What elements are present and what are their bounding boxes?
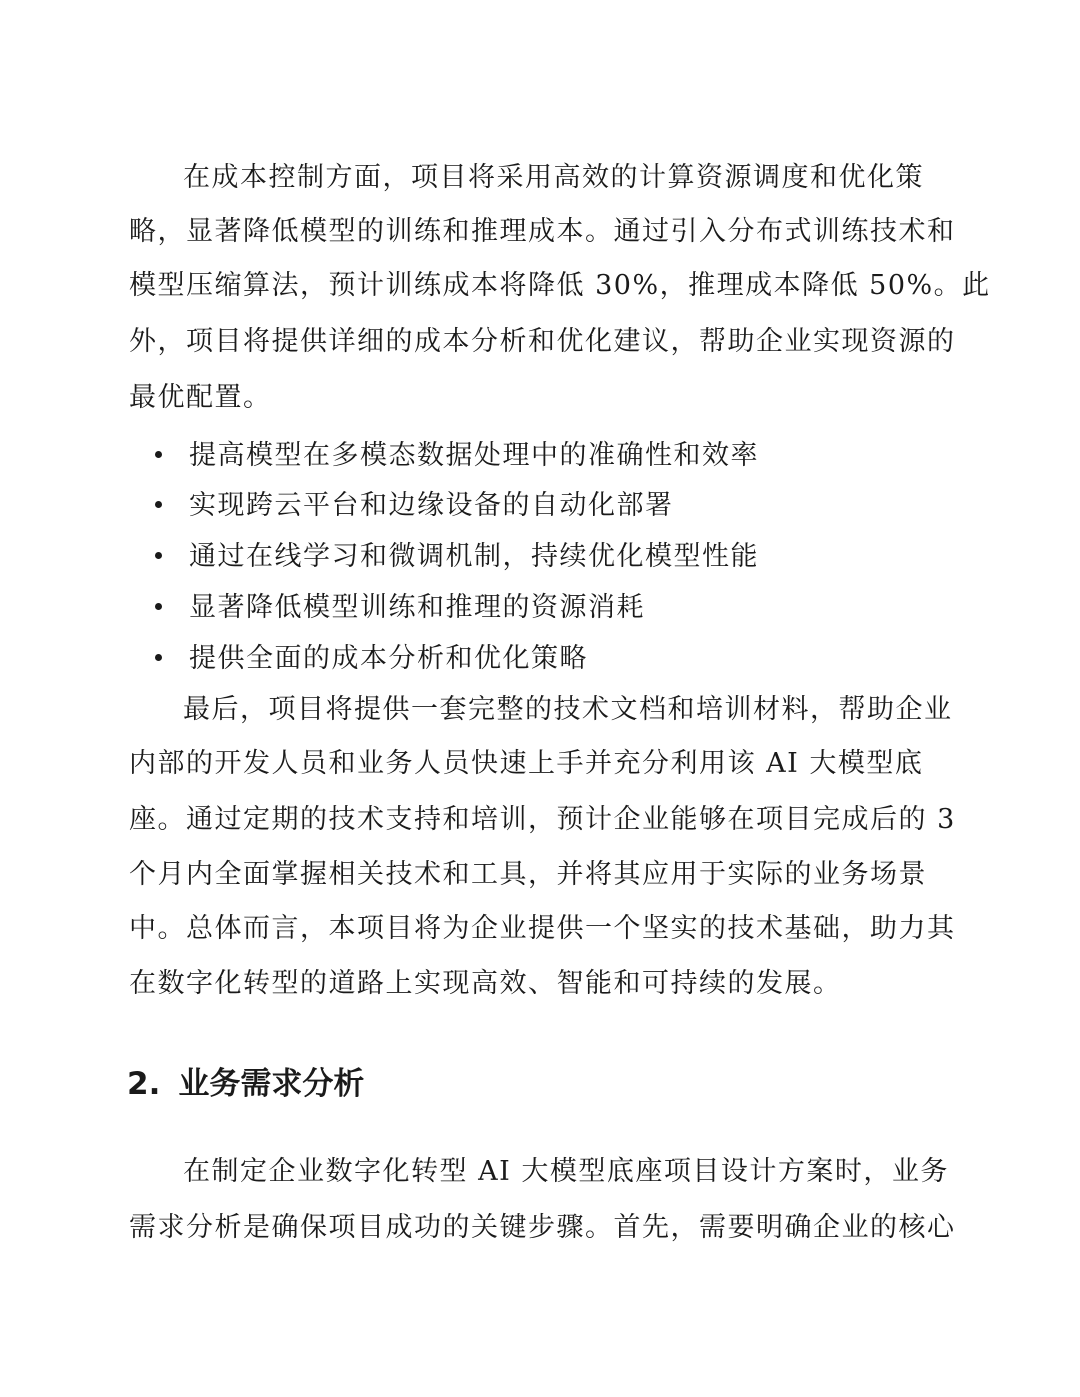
- list-item: [155, 439, 759, 473]
- bullet-icon: [155, 552, 162, 559]
- paragraph-line: 需求分析是确保项目成功的关键步骤。首先，需要明确企业的核心: [129, 1212, 956, 1243]
- bullet-icon: [155, 654, 162, 661]
- list-item-text: 提供全面的成本分析和优化策略: [189, 643, 588, 674]
- bullet-icon: [155, 501, 162, 508]
- paragraph-line: 在制定企业数字化转型 AI 大模型底座项目设计方案时，业务: [183, 1156, 949, 1187]
- list-item: [155, 489, 674, 523]
- paragraph-line: 最优配置。: [129, 382, 272, 413]
- paragraph-line: 略，显著降低模型的训练和推理成本。通过引入分布式训练技术和: [129, 216, 956, 247]
- paragraph-line: 模型压缩算法，预计训练成本将降低 30%，推理成本降低 50%。此: [129, 270, 991, 301]
- list-item-text: 提高模型在多模态数据处理中的准确性和效率: [189, 440, 759, 471]
- bullet-icon: [155, 603, 162, 610]
- paragraph-line: 在数字化转型的道路上实现高效、智能和可持续的发展。: [129, 968, 842, 999]
- list-item-text: 显著降低模型训练和推理的资源消耗: [189, 592, 645, 623]
- paragraph-line: 最后，项目将提供一套完整的技术文档和培训材料，帮助企业: [183, 694, 953, 725]
- list-item-text: 通过在线学习和微调机制，持续优化模型性能: [189, 541, 759, 572]
- list-item: [155, 642, 588, 676]
- section-number: 2.: [127, 1066, 161, 1102]
- section-title: 业务需求分析: [178, 1066, 365, 1102]
- paragraph-line: 外，项目将提供详细的成本分析和优化建议，帮助企业实现资源的: [129, 326, 956, 357]
- list-item: [155, 540, 759, 574]
- paragraph-line: 在成本控制方面，项目将采用高效的计算资源调度和优化策: [183, 162, 924, 193]
- paragraph-line: 中。总体而言，本项目将为企业提供一个坚实的技术基础，助力其: [129, 913, 956, 944]
- bullet-icon: [155, 451, 162, 458]
- paragraph-line: 座。通过定期的技术支持和培训，预计企业能够在项目完成后的 3: [129, 804, 956, 835]
- paragraph-line: 内部的开发人员和业务人员快速上手并充分利用该 AI 大模型底: [129, 748, 924, 779]
- list-item-text: 实现跨云平台和边缘设备的自动化部署: [189, 490, 674, 521]
- section-heading: [127, 1064, 364, 1104]
- paragraph-line: 个月内全面掌握相关技术和工具，并将其应用于实际的业务场景: [129, 859, 927, 890]
- list-item: [155, 591, 645, 625]
